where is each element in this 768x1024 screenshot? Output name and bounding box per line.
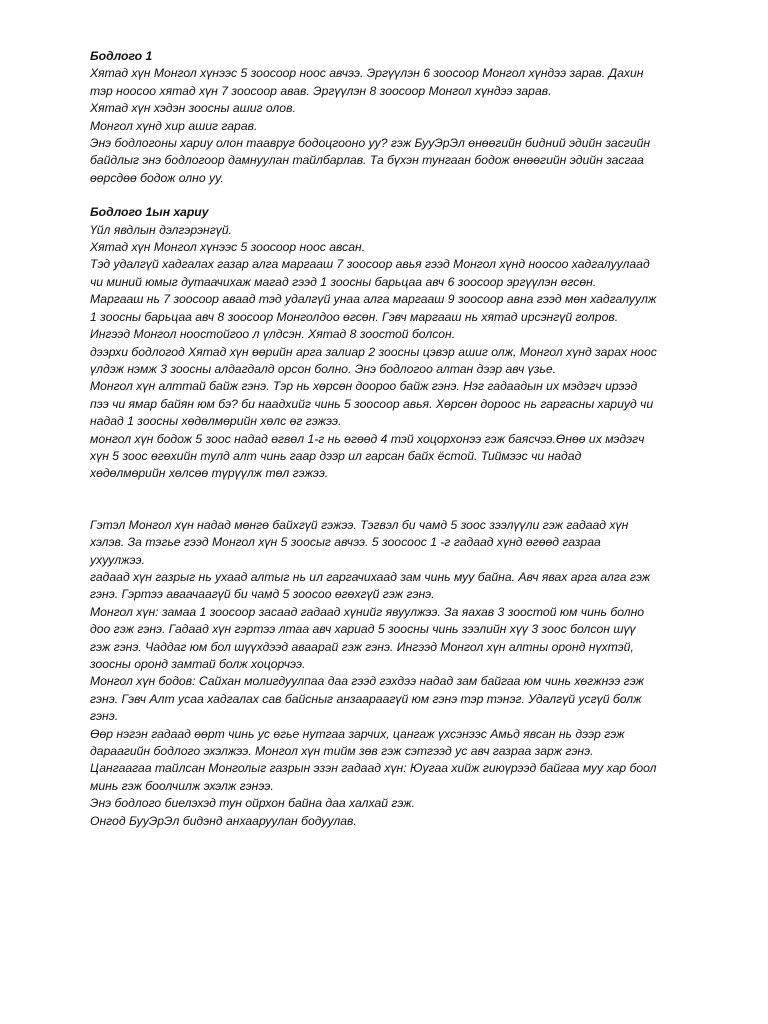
problem-line: Энэ бодлогоны хариу олон таавруг бодоцгооно уу? гэж БууЭрЭл өнөөгийн бидний эдийн засгийн: [90, 136, 651, 151]
spacer: [90, 483, 690, 517]
story-line: дараагийн бодлого эхэлжээ. Монгол хүн тийм зөв гэж сэтгээд ус авч газраа зарж гэнэ.: [90, 744, 594, 759]
answer-line: Монгол хүн алттай байж гэнэ. Тэр нь хөрсөн доороо байж гэнэ. Нэг гадаадын их мэдэгч ирээд: [90, 379, 638, 394]
answer-line: Ингээд Монгол ноостойгоо л үлдсэн. Хятад 8 зоостой болсон.: [90, 327, 456, 342]
answer-line: пээ чи ямар байян юм бэ? би наадхийг чинь 5 зоосоор авья. Хөрсөн дороос нь гаргасны хариуд чи: [90, 396, 654, 411]
story-line: ухуулжээ.: [90, 552, 145, 567]
answer-line: хөдөлмөрийн хөлсөө түрүүлж төл гэжээ.: [90, 466, 329, 481]
problem-line: өөрсдөө бодож олно уу.: [90, 170, 224, 185]
answer-line: Маргааш нь 7 зоосоор аваад тэд удалгүй унаа алга маргааш 9 зоосоор авна гээд мөн хадгалуулж: [90, 292, 657, 307]
problem-line: Хятад хүн Монгол хүнээс 5 зоосоор ноос авчээ. Эргүүлэн 6 зоосоор Монгол хүндээ зарав. Дахин: [90, 66, 644, 81]
story-line: Онгод БууЭрЭл бидэнд анхааруулан бодуулав.: [90, 813, 357, 828]
story-line: гадаад хүн газрыг нь ухаад алтыг нь ил гаргачихаад зам чинь муу байна. Авч явах арга алга гэж: [90, 569, 651, 584]
story-line: Гэтэл Монгол хүн надад мөнгө байхгүй гэжээ. Тэгвэл би чамд 5 зоос зээлүүли гэж гадаад хүн: [90, 517, 629, 532]
answer-line: Хятад хүн Монгол хүнээс 5 зоосоор ноос авсан.: [90, 240, 366, 255]
story-line: Монгол хүн: замаа 1 зоосоор засаад гадаад хүнийг явуулжээ. За яахав 3 зоостой юм чинь болно: [90, 604, 645, 619]
answer-line: монгол хүн бодож 5 зоос надад өгвөл 1-г нь өгөөд 4 тэй хоцорхонээ гэж баясчээ.Өнөө их мэдэгч: [90, 431, 645, 446]
problem-line: байдлыг энэ бодлогоор дамнуулан тайлбарлав. Та бүхэн тунгаан бодож өнөөгийн эдийн засгаа: [90, 153, 644, 168]
problem-text: [90, 65, 690, 187]
answer-line: дээрхи бодлогод Хятад хүн өөрийн арга залиар 2 зоосны цэвэр ашиг олж, Монгол хүнд зарах ноос: [90, 344, 657, 359]
spacer: [90, 187, 690, 204]
answer-line: чи миний юмыг дутаачихаж магад гээд 1 зоосны барьцаа авч 6 зоосоор эргүүлэн өгсөн.: [90, 274, 597, 289]
story-line: Энэ бодлого биелэхэд тун ойрхон байна даа халхай гэж.: [90, 796, 416, 811]
story-line: зоосны оронд замтай болж хоцорчээ.: [90, 657, 306, 671]
answer-line: надад 1 зоосны хөдөлмөрийн хөлс өг гэжээ.: [90, 414, 342, 429]
answer-line: Үйл явдлын дэлгэрэнгүй.: [90, 222, 233, 237]
answer-line: Тэд удалгүй хадгалах газар алга маргааш 7 зоосоор авья гээд Монгол хүнд ноосоо хадгалуулаад: [90, 257, 650, 272]
story-line: гэж гэнэ. Чаддаг юм бол шүүхдээд аваарай гэж гэнэ. Ингээд Монгол хүн алтны оронд нүхтэй,: [90, 639, 634, 654]
story-line: Өөр нэгэн гадаад өөрт чинь ус өгье нутгаа зарчих, цангаж үхсэнээс Амьд явсан нь дээр гэж: [90, 726, 625, 741]
problem-line: Монгол хүнд хир ашиг гарав.: [90, 118, 258, 133]
story-line: доо гэж гэнэ. Гадаад хүн гэртээ лтаа авч хариад 5 зоосны чинь зээлийн хүү 3 зоос болсон шүү: [90, 622, 636, 637]
story-line: гэнэ. Гэвч Алт усаа хадгалах сав байсныг анзаараагүй юм гэнэ тэр тэнэг. Удалгүй усгүй болж: [90, 691, 642, 706]
answer-text: [90, 222, 690, 483]
story-line: гэнэ. Гэртээ аваачаагүй би чамд 5 зоосоо өгөхгүй гэж гэнэ.: [90, 587, 435, 602]
story-line: гэнэ.: [90, 709, 119, 724]
answer-line: 1 зоосны барьцаа авч 8 зоосоор Монголдоо өгсөн. Гэвч маргааш нь хятад ирсэнгүй голров.: [90, 309, 619, 324]
problem-line: Хятад хүн хэдэн зоосны ашиг олов.: [90, 101, 296, 116]
answer-line: үлдэж нэмж 3 зоосны алдагдалд орсон болно. Энэ бодлогоо алтан дээр авч үзье.: [90, 361, 556, 376]
story-line: Монгол хүн бодов: Сайхан молигдуулпаа даа гээд гэхдээ надад зам байгаа юм чинь хөгжнээ гэж: [90, 674, 644, 689]
story-line: минь гэж боолчилж эхэлж гэнээ.: [90, 778, 274, 793]
document-page: [90, 48, 690, 830]
problem-title: Бодлого 1: [90, 49, 153, 63]
answer-line: хүн 5 зоос өгөхийн тулд алт чинь гаар дээр ил гарсан байх ёстой. Тиймээс чи надад: [90, 448, 582, 463]
problem-line: тэр ноосоо хятад хүн 7 зоосоор авав. Эргүүлэн 8 зоосоор Монгол хүндээ зарав.: [90, 83, 552, 98]
answer-title: Бодлого 1ын хариу: [90, 205, 209, 220]
story-text: [90, 517, 690, 830]
story-line: Цангаагаа тайлсан Монголыг газрын эзэн гадаад хүн: Юугаа хийж гиюүрээд байгаа муу хар боол: [90, 761, 657, 776]
story-line: хэлэв. За тэгье гээд Монгол хүн 5 зоосыг авчээ. 5 зоосоос 1 -г гадаад хүнд өгөөд газраа: [90, 535, 601, 550]
